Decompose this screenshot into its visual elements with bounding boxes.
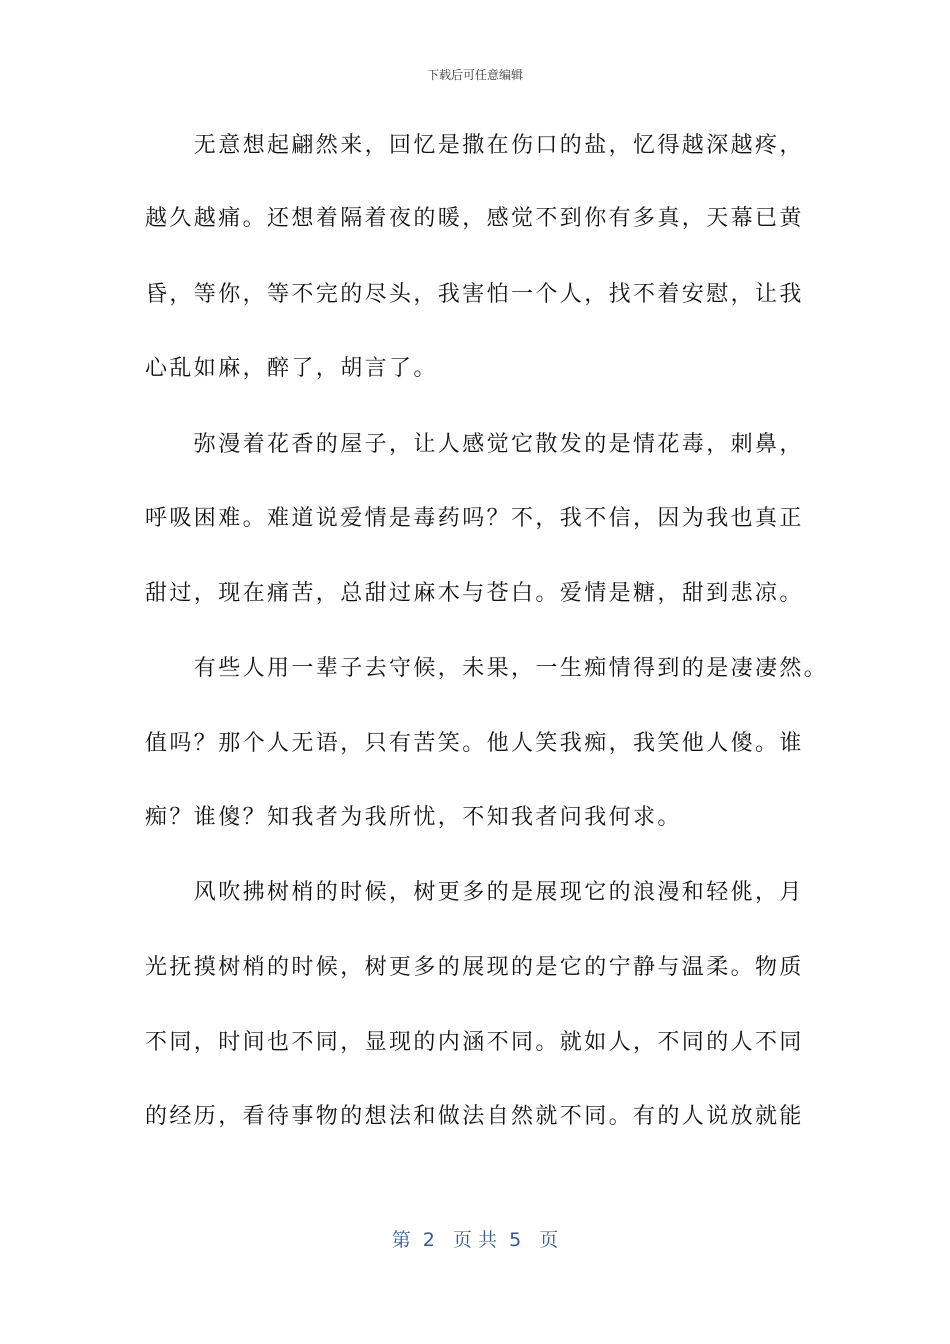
body-line: 无意想起翩然来，回忆是撒在伤口的盐，忆得越深越疼， bbox=[145, 133, 804, 158]
body-line: 越久越痛。还想着隔着夜的暖，感觉不到你有多真，天幕已黄 bbox=[145, 206, 804, 231]
body-line: 的经历，看待事物的想法和做法自然就不同。有的人说放就能 bbox=[145, 1104, 804, 1129]
body-line: 昏，等你，等不完的尽头，我害怕一个人，找不着安慰，让我 bbox=[145, 282, 804, 307]
body-line: 值吗？那个人无语，只有苦笑。他人笑我痴，我笑他人傻。谁 bbox=[145, 731, 804, 756]
body-line: 心乱如麻，醉了，胡言了。 bbox=[145, 356, 438, 381]
body-line: 光抚摸树梢的时候，树更多的展现的是它的宁静与温柔。物质 bbox=[145, 955, 804, 980]
page-number-footer: 第 2 页 共 5 页 bbox=[391, 1229, 559, 1251]
page-header: 下载后可任意编辑 bbox=[426, 68, 523, 82]
body-line: 有些人用一辈子去守候，未果，一生痴情得到的是凄凄然。 bbox=[145, 656, 829, 681]
body-line: 不同，时间也不同，显现的内涵不同。就如人，不同的人不同 bbox=[145, 1030, 804, 1055]
body-line: 弥漫着花香的屋子，让人感觉它散发的是情花毒，刺鼻， bbox=[145, 432, 804, 457]
body-line: 痴？谁傻？知我者为我所忧，不知我者问我何求。 bbox=[145, 805, 682, 830]
body-line: 风吹拂树梢的时候，树更多的是展现它的浪漫和轻佻，月 bbox=[145, 880, 804, 905]
body-line: 甜过，现在痛苦，总甜过麻木与苍白。爱情是糖，甜到悲凉。 bbox=[145, 581, 804, 606]
body-line: 呼吸困难。难道说爱情是毒药吗？不，我不信，因为我也真正 bbox=[145, 506, 804, 531]
